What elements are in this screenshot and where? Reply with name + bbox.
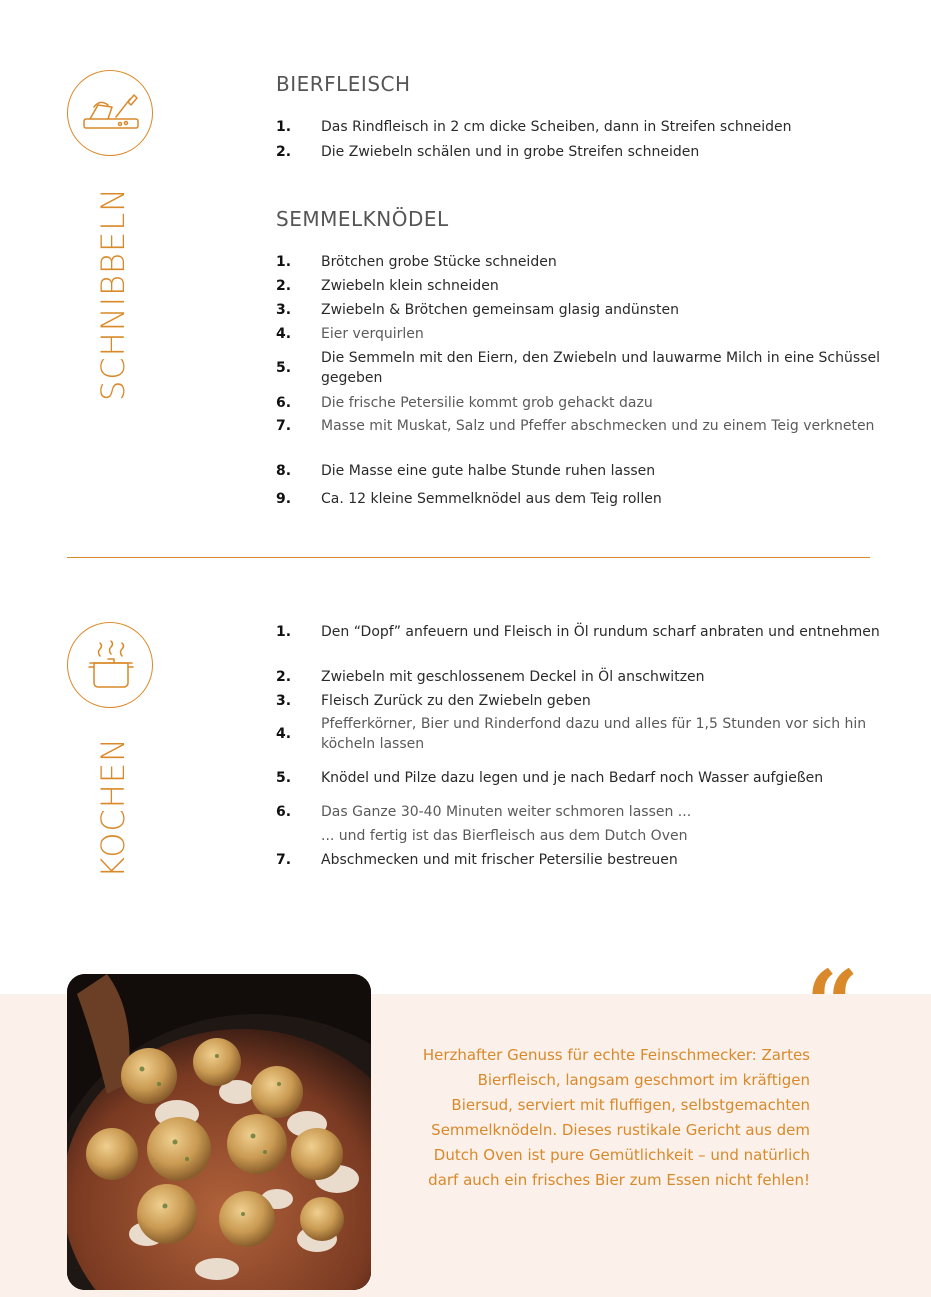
list-item bbox=[276, 667, 886, 687]
list-item bbox=[276, 416, 886, 436]
list-item bbox=[276, 461, 886, 481]
section-label-schnibbeln: SCHNIBBELN bbox=[94, 187, 132, 401]
step-text: Zwiebeln klein schneiden bbox=[321, 278, 499, 294]
step-number: 6. bbox=[276, 395, 292, 411]
step-number: 1. bbox=[276, 119, 292, 135]
step-text: Zwiebeln & Brötchen gemeinsam glasig andünsten bbox=[321, 302, 679, 318]
step-number: 3. bbox=[276, 693, 292, 709]
step-text: ... und fertig ist das Bierfleisch aus dem Dutch Oven bbox=[321, 828, 688, 844]
list-item bbox=[276, 691, 886, 711]
step-text: Ca. 12 kleine Semmelknödel aus dem Teig rollen bbox=[321, 491, 662, 507]
step-number: 2. bbox=[276, 144, 292, 160]
heading-bierfleisch: BIERFLEISCH bbox=[276, 72, 411, 96]
step-number: 3. bbox=[276, 302, 292, 318]
quote-text: Herzhafter Genuss für echte Feinschmecker: Zartes Bierfleisch, langsam geschmort im kräftigen Biersud, serviert mit fluffigen, selbstgemachten Semmelknödeln. Dieses rustikale Gericht aus dem Dutch Oven ist pure Gemütlichkeit – und natürlich darf auch ein frisches Bier zum Essen nicht fehlen! bbox=[422, 1046, 810, 1189]
list-item bbox=[276, 117, 886, 137]
step-number: 1. bbox=[276, 254, 292, 270]
step-text: Die Zwiebeln schälen und in grobe Streifen schneiden bbox=[321, 144, 700, 160]
step-number: 4. bbox=[276, 326, 292, 342]
list-item bbox=[276, 348, 886, 388]
step-text: Abschmecken und mit frischer Petersilie bestreuen bbox=[321, 852, 678, 868]
list-item bbox=[276, 714, 886, 754]
list-item bbox=[276, 393, 886, 413]
list-item bbox=[276, 826, 886, 846]
list-item bbox=[276, 489, 886, 509]
list-item bbox=[276, 850, 886, 870]
dish-photo bbox=[67, 974, 371, 1290]
step-text: Knödel und Pilze dazu legen und je nach Bedarf noch Wasser aufgießen bbox=[321, 770, 824, 786]
step-text: Die Semmeln mit den Eiern, den Zwiebeln und lauwarme Milch in eine Schüssel gegeben bbox=[321, 350, 880, 386]
step-text: Pfefferkörner, Bier und Rinderfond dazu und alles für 1,5 Stunden vor sich hin köcheln lassen bbox=[321, 716, 867, 752]
step-text: Die Masse eine gute halbe Stunde ruhen lassen bbox=[321, 463, 656, 479]
step-text: Brötchen grobe Stücke schneiden bbox=[321, 254, 557, 270]
step-text: Eier verquirlen bbox=[321, 326, 424, 342]
list-item bbox=[276, 622, 886, 642]
section-divider bbox=[67, 557, 870, 558]
section-label-kochen: KOCHEN bbox=[94, 737, 132, 878]
list-item bbox=[276, 324, 886, 344]
step-number: 5. bbox=[276, 770, 292, 786]
step-number: 1. bbox=[276, 624, 292, 640]
step-text: Den “Dopf” anfeuern und Fleisch in Öl rundum scharf anbraten und entnehmen bbox=[321, 624, 880, 640]
step-text: Zwiebeln mit geschlossenem Deckel in Öl anschwitzen bbox=[321, 669, 705, 685]
list-item bbox=[276, 300, 886, 320]
list-item bbox=[276, 276, 886, 296]
step-number: 9. bbox=[276, 491, 292, 507]
heading-semmelknoedel: SEMMELKNÖDEL bbox=[276, 207, 449, 231]
step-number: 5. bbox=[276, 360, 292, 376]
step-text: Masse mit Muskat, Salz und Pfeffer abschmecken und zu einem Teig verkneten bbox=[321, 418, 875, 434]
step-text: Die frische Petersilie kommt grob gehackt dazu bbox=[321, 395, 653, 411]
step-number: 2. bbox=[276, 278, 292, 294]
list-item bbox=[276, 802, 886, 822]
step-number: 7. bbox=[276, 852, 292, 868]
list-item bbox=[276, 768, 886, 788]
cooking-pot-icon bbox=[67, 622, 153, 708]
quote-mark-icon: “ bbox=[806, 950, 859, 1058]
step-text: Das Ganze 30-40 Minuten weiter schmoren lassen ... bbox=[321, 804, 692, 820]
step-number: 4. bbox=[276, 726, 292, 742]
cutting-board-icon bbox=[67, 70, 153, 156]
step-number: 6. bbox=[276, 804, 292, 820]
step-text: Das Rindfleisch in 2 cm dicke Scheiben, dann in Streifen schneiden bbox=[321, 119, 792, 135]
step-text: Fleisch Zurück zu den Zwiebeln geben bbox=[321, 693, 591, 709]
step-number: 8. bbox=[276, 463, 292, 479]
step-number: 2. bbox=[276, 669, 292, 685]
step-number: 7. bbox=[276, 418, 292, 434]
list-item bbox=[276, 142, 886, 162]
list-item bbox=[276, 252, 886, 272]
